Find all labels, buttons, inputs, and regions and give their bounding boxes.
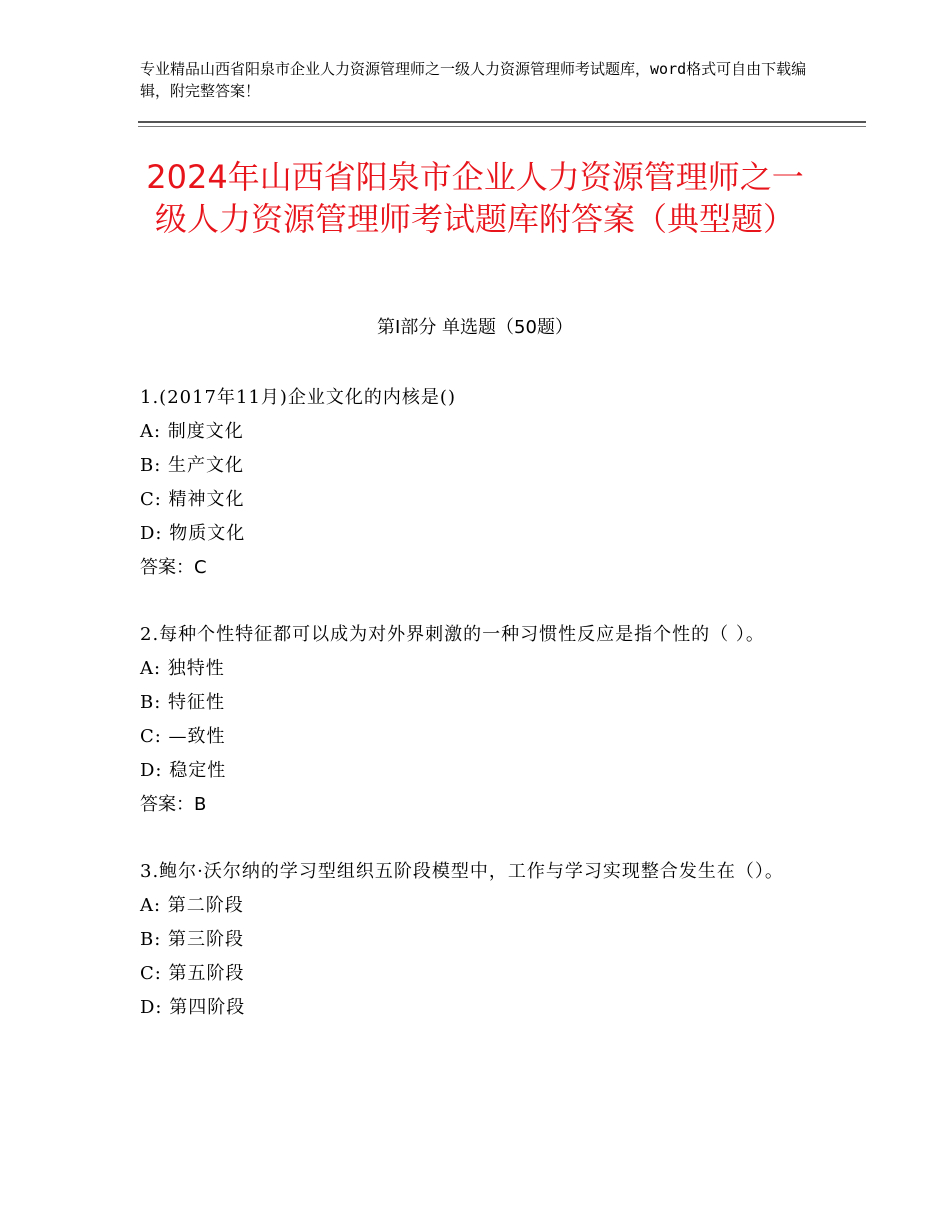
option-c: C: —致性 [140,726,226,747]
option-a: A: 制度文化 [140,421,244,442]
option-b: B: 第三阶段 [140,929,245,950]
section-heading: 第Ⅰ部分 单选题（50题） [377,317,573,338]
question-list [140,381,820,1058]
option-d: D: 稳定性 [140,760,227,781]
answer: 答案：C [140,557,207,578]
document-title: 2024年山西省阳泉市企业人力资源管理师之一级人力资源管理师考试题库附答案（典型题） [146,158,804,238]
option-a: A: 第二阶段 [140,895,244,916]
option-c: C: 精神文化 [140,489,245,510]
question-stem: 1.(2017年11月)企业文化的内核是() [140,387,456,408]
answer: 答案：B [140,794,207,815]
option-d: D: 物质文化 [140,523,246,544]
option-c: C: 第五阶段 [140,963,245,984]
question-stem: 2.每种个性特征都可以成为对外界刺激的一种习惯性反应是指个性的（ ）。 [140,624,765,645]
question-stem: 3.鲍尔·沃尔纳的学习型组织五阶段模型中，工作与学习实现整合发生在（）。 [140,861,784,882]
question-1 [140,381,820,585]
header-rule [138,121,866,123]
question-2 [140,618,820,822]
header-note: 专业精品山西省阳泉市企业人力资源管理师之一级人力资源管理师考试题库，word格式可自由下载编辑，附完整答案！ [140,60,807,100]
question-3 [140,855,820,1025]
option-a: A: 独特性 [140,658,225,679]
option-d: D: 第四阶段 [140,997,246,1018]
option-b: B: 特征性 [140,692,226,713]
option-b: B: 生产文化 [140,455,245,476]
header-rule-thin [138,126,866,127]
